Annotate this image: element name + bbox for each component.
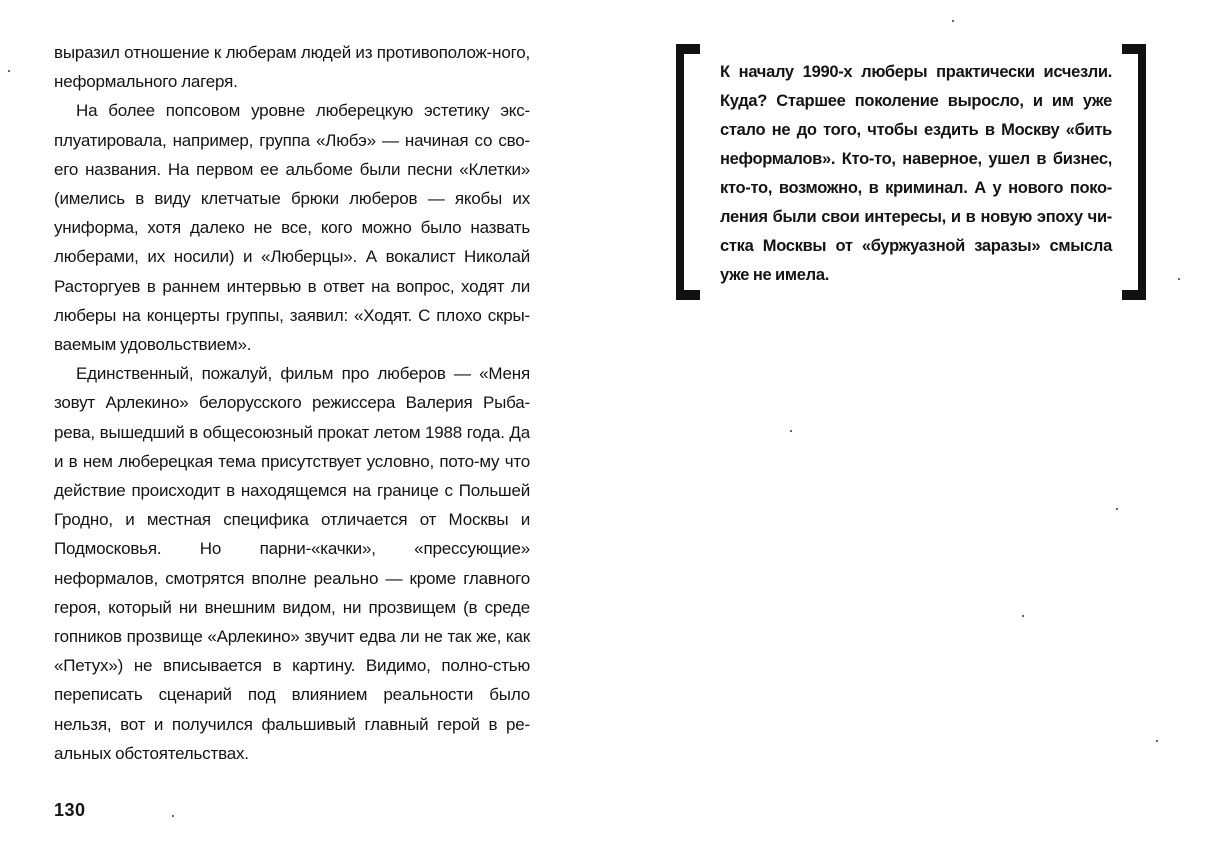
scan-speck — [790, 430, 792, 432]
paragraph-3: Единственный, пожалуй, фильм про люберов — «Меня зовут Арлекино» белорусского режиссера Валерия Рыба-рева, вышедший в общесоюзный прокат летом 1988 года. Да и в нем люберецкая тема присутствует условно, пото-му что действие происходит в находящемся на границе с Польшей Гродно, и местная специфика отличается от Москвы и Подмосковья. Но парни-«качки», «прессующие» неформалов, смотрятся вполне реально — кроме главного героя, который ни внешним видом, ни прозвищем (в среде гопников прозвище «Арлекино» звучит едва ли не так же, как «Петух») не вписывается в картину. Видимо, полно-стью переписать сценарий под влиянием реальности было нельзя, вот и получился фальшивый главный герой в ре-альных обстоятельствах. — [54, 364, 530, 763]
scan-speck — [8, 70, 10, 72]
sidebar-box — [676, 44, 1146, 300]
scan-speck — [1156, 740, 1158, 742]
paragraph-1: выразил отношение к люберам людей из противополож-ного, неформального лагеря. — [54, 43, 530, 92]
right-bracket — [1138, 44, 1146, 300]
scan-speck — [1022, 615, 1024, 617]
page-number: 130 — [54, 800, 86, 820]
sidebar-text — [720, 58, 1112, 290]
paragraph-2: На более попсовом уровне люберецкую эстетику экс-плуатировала, например, группа «Любэ» — начиная со сво-его названия. На первом ее альбоме были песни «Клетки» (имелись в виду клетчатые брюки люберов — якобы их униформа, хотя далеко не все, кого можно было назвать люберами, их носили) и «Люберцы». А вокалист Николай Расторгуев в раннем интервью в ответ на вопрос, ходят ли люберы на концерты группы, заявил: «Ходят. С плохо скры-ваемым удовольствием». — [54, 101, 530, 355]
scan-speck — [1178, 278, 1180, 280]
sidebar-paragraph: К началу 1990-х люберы практически исчезли. Куда? Старшее поколение выросло, и им уже стало не до того, чтобы ездить в Москву «бить неформалов». Кто-то, наверное, ушел в бизнес, кто-то, возможно, в криминал. А у нового поко-ления были свои интересы, и в новую эпоху чи-стка Москвы от «буржуазной заразы» смысла уже не имела. — [720, 63, 1112, 284]
left-bracket — [676, 44, 684, 300]
scan-speck — [952, 20, 954, 22]
scan-speck — [1116, 508, 1118, 510]
scan-speck — [172, 815, 174, 817]
right-page — [604, 0, 1207, 844]
body-text — [54, 38, 530, 768]
